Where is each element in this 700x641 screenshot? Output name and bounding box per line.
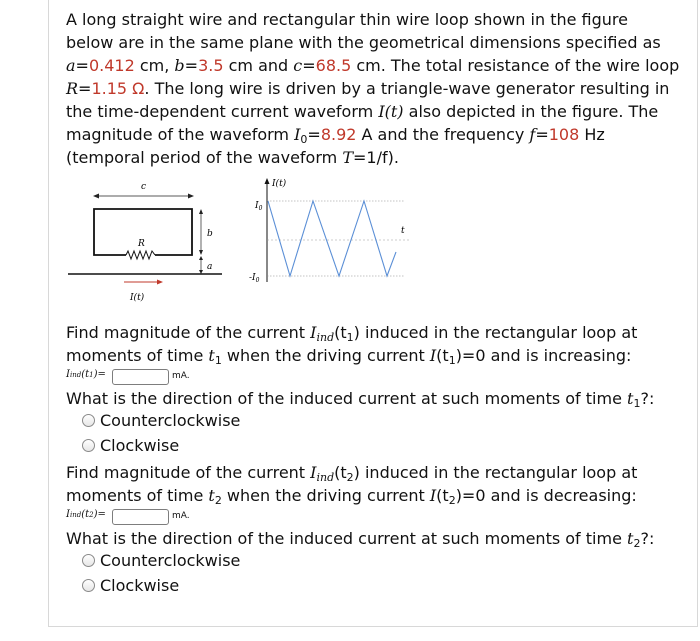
label-I0: $I_0$ [255, 201, 263, 212]
b-value: 3.5 [198, 56, 224, 75]
label-t: t [401, 226, 405, 236]
label-a: a [207, 262, 213, 272]
q1-answer-input[interactable] [112, 369, 169, 385]
i0-value: 8.92 [320, 125, 357, 144]
label-b: b [207, 229, 213, 239]
f-value: 108 [548, 125, 580, 144]
triangle-waveform [268, 201, 396, 276]
a-value: 0.412 [88, 56, 135, 75]
label-It-wire: I(t) [130, 293, 145, 303]
problem-line-6: magnitude of the waveform $I_0=8.92$ A and the frequency f=108 Hz [66, 125, 605, 146]
radio-icon[interactable] [82, 414, 95, 427]
q1-answer-unit: mA. [172, 371, 190, 381]
q3-answer-row: Iind(t2)= mA. [66, 509, 106, 527]
q4-question: What is the direction of the induced current at such moments of time $t_2$?: [66, 529, 655, 550]
figure-diagram [60, 168, 420, 308]
radio-icon[interactable] [82, 554, 95, 567]
radio-icon[interactable] [82, 579, 95, 592]
radio-icon[interactable] [82, 439, 95, 452]
problem-line-2: below are in the same plane with the geometrical dimensions specified as [66, 33, 661, 52]
q2-question: What is the direction of the induced current at such moments of time $t_1$?: [66, 389, 655, 410]
q1-line-2: moments of time $t_1$ when the driving current $I(t_1)=0$ and is increasing: [66, 346, 632, 367]
q2-option-counterclockwise[interactable]: Counterclockwise [82, 410, 240, 432]
q3-answer-input[interactable] [112, 509, 169, 525]
q1-answer-row: Iind(t1)= mA. [66, 369, 106, 387]
problem-line-3: a=0.412 cm, b=3.5 cm and c=68.5 cm. The total resistance of the wire loop [66, 56, 680, 75]
label-R: R [138, 239, 145, 249]
q2-option-clockwise[interactable]: Clockwise [82, 435, 179, 457]
label-It-axis: I(t) [272, 179, 287, 189]
c-value: 68.5 [315, 56, 352, 75]
q3-line-2: moments of time $t_2$ when the driving current $I(t_2)=0$ and is decreasing: [66, 486, 637, 507]
q4-option-counterclockwise[interactable]: Counterclockwise [82, 550, 240, 572]
problem-line-1: A long straight wire and rectangular thin wire loop shown in the figure [66, 10, 628, 29]
problem-line-7: (temporal period of the waveform T=1/f). [66, 148, 399, 167]
q4-option-clockwise[interactable]: Clockwise [82, 575, 179, 597]
r-value: 1.15 Ω [91, 79, 145, 98]
label-c: c [141, 182, 147, 192]
q3-line-1: Find magnitude of the current $I_{ind}(t_2)$ induced in the rectangular loop at [66, 463, 638, 484]
label-negI0: $-I_0$ [249, 273, 260, 284]
q1-line-1: Find magnitude of the current $I_{ind}(t_1)$ induced in the rectangular loop at [66, 323, 638, 344]
resistor-symbol [126, 251, 155, 259]
problem-line-5: the time-dependent current waveform I(t) also depicted in the figure. The [66, 102, 659, 121]
q3-answer-unit: mA. [172, 511, 190, 521]
problem-line-4: R=1.15 Ω. The long wire is driven by a triangle-wave generator resulting in [66, 79, 670, 98]
